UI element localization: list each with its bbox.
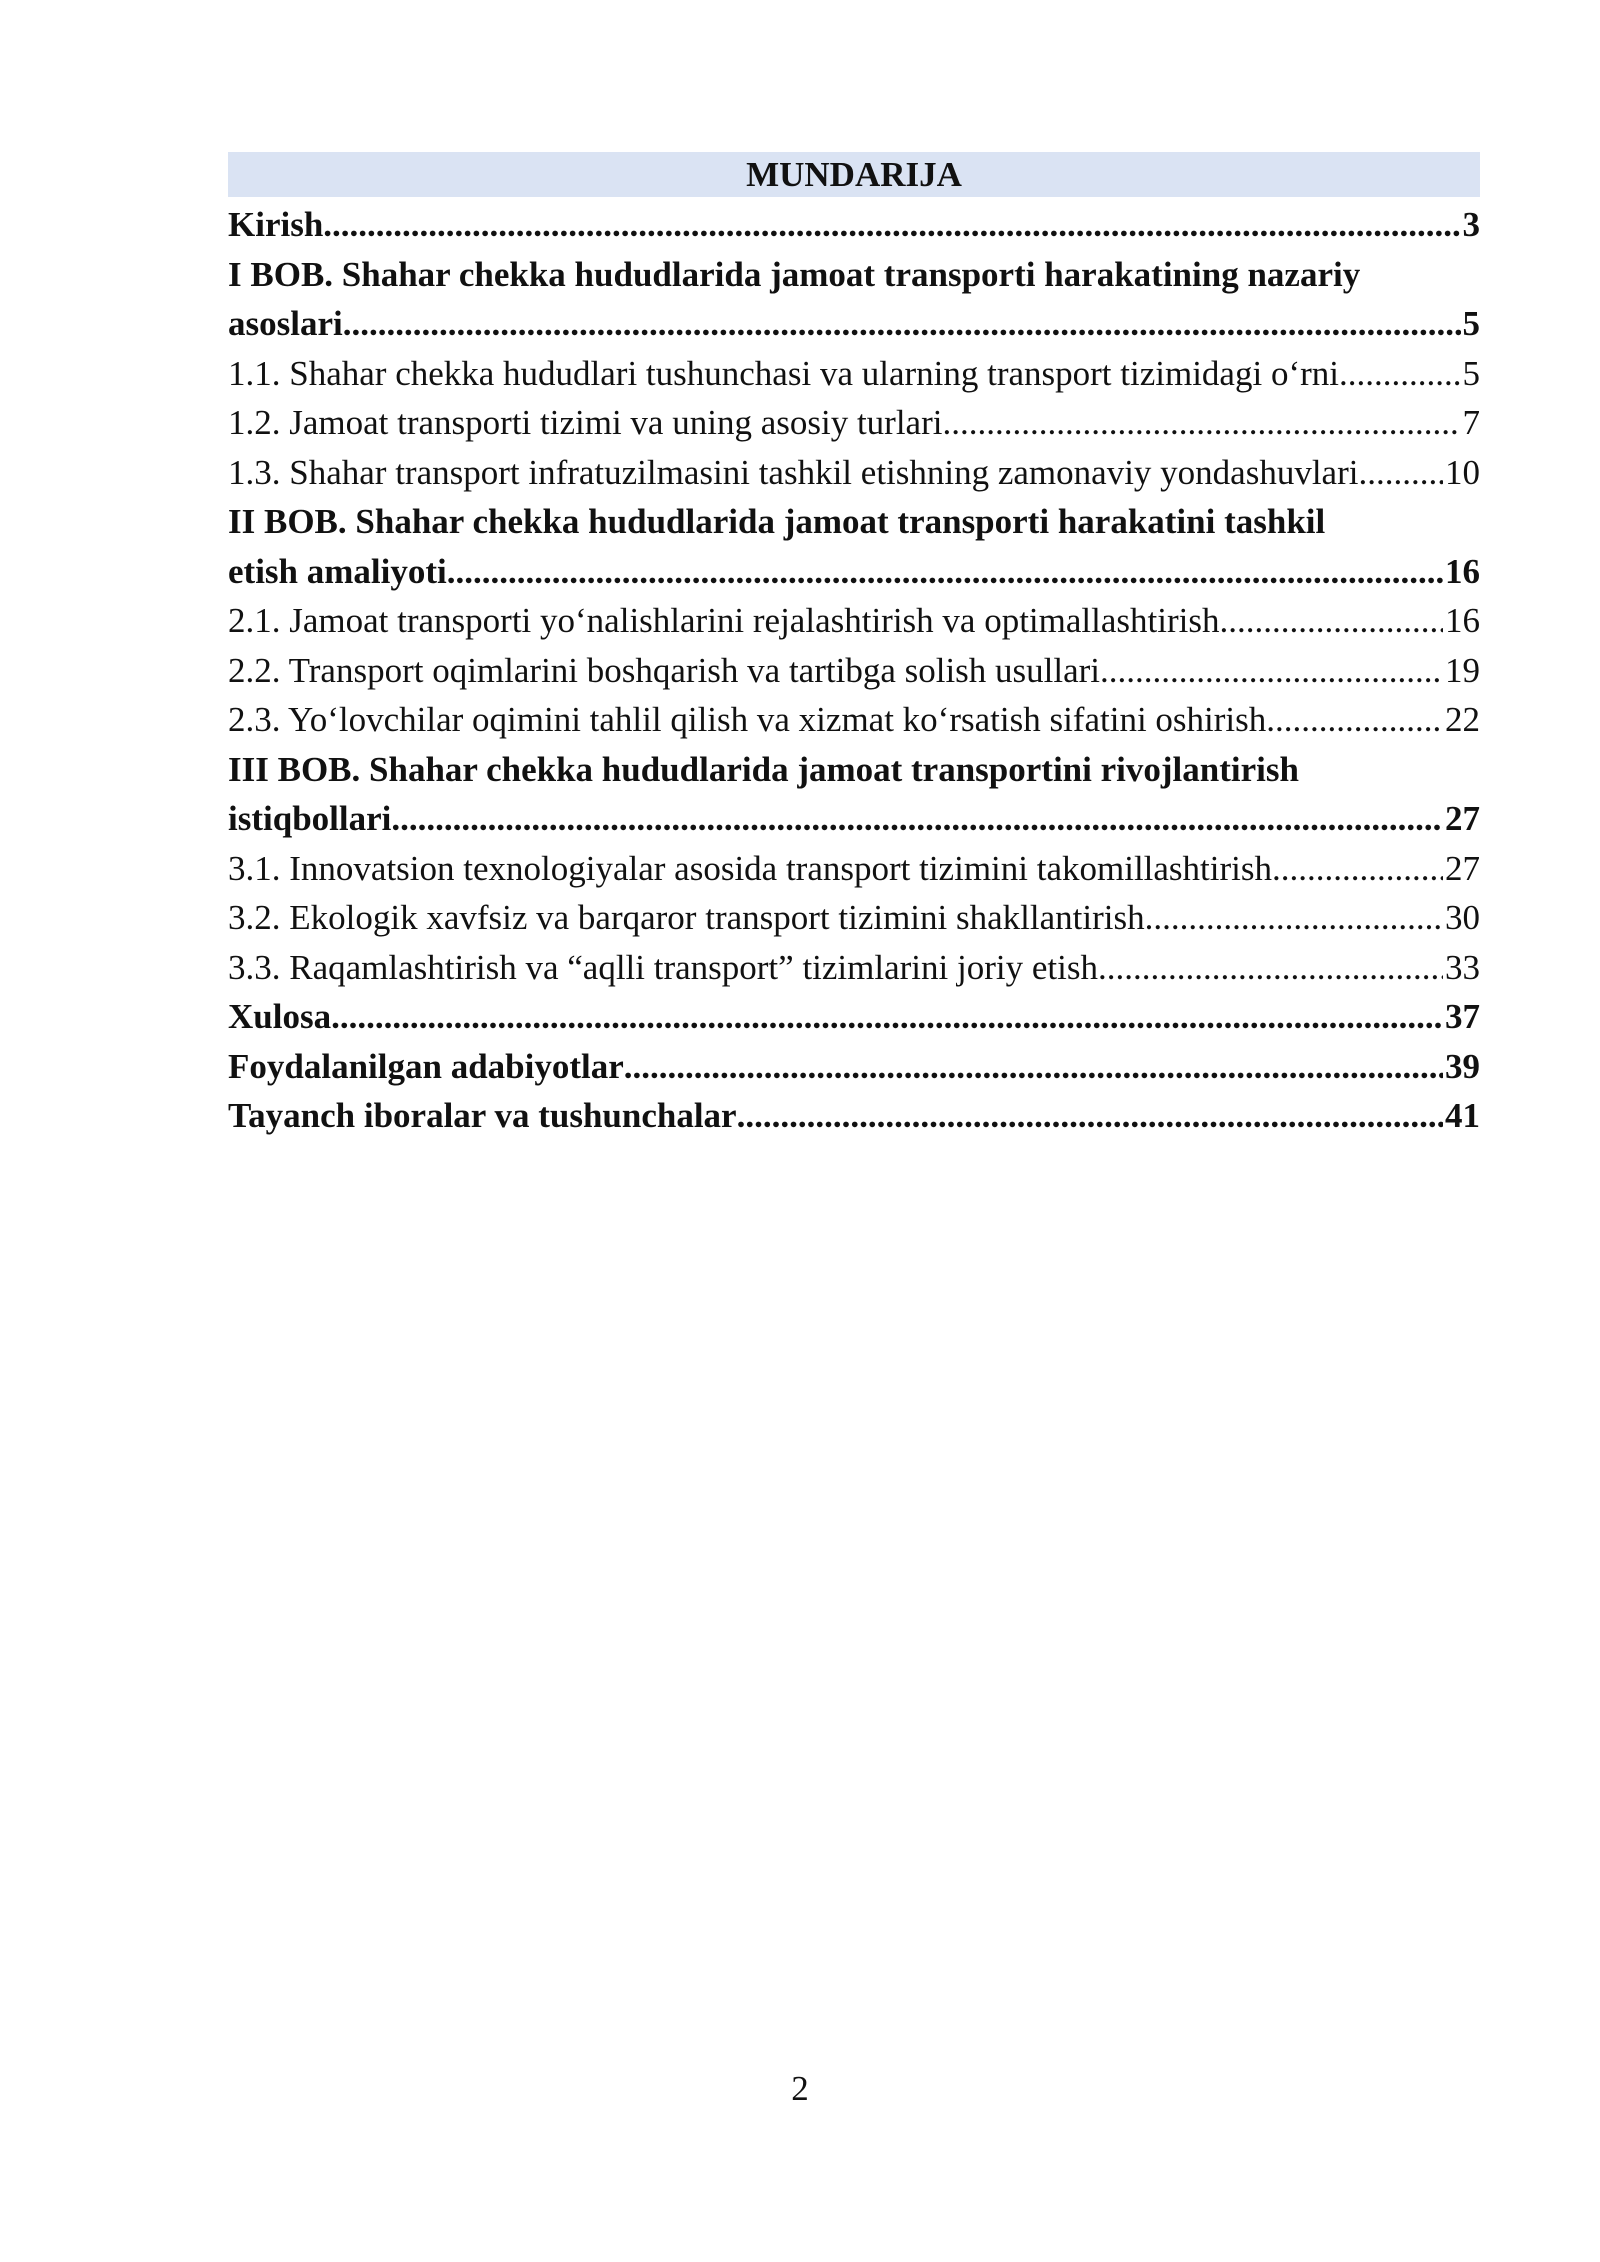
toc-entry-text: Tayanch iboralar va tushunchalar xyxy=(228,1096,737,1135)
toc-entry-text: Foydalanilgan adabiyotlar xyxy=(228,1046,624,1086)
toc-leader-dots xyxy=(624,1042,1443,1092)
toc-entry-chapter-2[interactable] xyxy=(228,497,1480,596)
toc-leader-dots xyxy=(1098,943,1443,993)
toc-leader-dots xyxy=(737,1091,1443,1141)
toc-leader-dots xyxy=(331,992,1443,1042)
toc-entry-section-3-3[interactable] xyxy=(228,943,1480,993)
toc-entry-text: 1.2. Jamoat transporti tizimi va uning asosiy turlari xyxy=(228,403,943,442)
toc-entry-text: 3.3. Raqamlashtirish va “aqlli transport” tizimlarini joriy etish xyxy=(228,947,1098,987)
toc-entry-text: etish amaliyoti xyxy=(228,551,447,591)
toc-page-number: 7 xyxy=(1462,403,1480,442)
toc-entry-text: 2.2. Transport oqimlarini boshqarish va tartibga solish usullari xyxy=(228,650,1101,690)
toc-leader-dots xyxy=(1266,695,1443,745)
toc-leader-dots xyxy=(323,200,1460,250)
toc-leader-dots xyxy=(343,299,1461,349)
toc-leader-dots xyxy=(942,398,1460,448)
toc-page-number: 39 xyxy=(1445,1046,1480,1086)
toc-entry-section-2-2[interactable] xyxy=(228,646,1480,696)
toc-leader-dots xyxy=(1339,349,1461,399)
toc-entry-text: 2.1. Jamoat transporti yo‘nalishlarini rejalashtirish va optimallashtirish xyxy=(228,601,1220,640)
toc-page-number: 27 xyxy=(1445,848,1480,888)
toc-entry-text: 3.1. Innovatsion texnologiyalar asosida transport tizimini takomillashtirish xyxy=(228,848,1273,888)
toc-entry-glossary[interactable] xyxy=(228,1091,1480,1141)
toc-page-number: 41 xyxy=(1445,1096,1480,1135)
toc-page-number: 37 xyxy=(1445,997,1480,1036)
toc-entry-section-1-1[interactable] xyxy=(228,349,1480,399)
toc-entry-text: istiqbollari xyxy=(228,799,392,838)
toc-leader-dots xyxy=(1100,646,1443,696)
toc-entry-section-2-3[interactable] xyxy=(228,695,1480,745)
toc-entry-references[interactable] xyxy=(228,1042,1480,1092)
toc-leader-dots xyxy=(447,547,1443,597)
toc-leader-dots xyxy=(1219,596,1443,646)
toc-entry-heading-line: III BOB. Shahar chekka hududlarida jamoat transportini rivojlantirish xyxy=(228,749,1299,789)
toc-page-number: 16 xyxy=(1445,601,1480,640)
toc-entry-section-3-2[interactable] xyxy=(228,893,1480,943)
toc-page-number: 30 xyxy=(1445,898,1480,937)
toc-entry-text: 1.3. Shahar transport infratuzilmasini tashkil etishning zamonaviy yondashuvlari xyxy=(228,452,1359,492)
toc-entry-text: asoslari xyxy=(228,304,343,343)
toc-page-number: 27 xyxy=(1445,799,1480,838)
toc-page-number: 19 xyxy=(1445,650,1480,690)
toc-entry-chapter-1[interactable] xyxy=(228,250,1480,349)
toc-entry-heading-line: I BOB. Shahar chekka hududlarida jamoat transporti harakatining nazariy xyxy=(228,254,1361,294)
toc-entry-xulosa[interactable] xyxy=(228,992,1480,1042)
toc-leader-dots xyxy=(1358,448,1443,498)
toc-page-number: 16 xyxy=(1445,551,1480,591)
toc-entry-section-1-2[interactable] xyxy=(228,398,1480,448)
toc-entry-kirish[interactable] xyxy=(228,200,1480,250)
toc-page-number: 22 xyxy=(1445,700,1480,739)
toc-entry-text: Kirish xyxy=(228,205,324,244)
toc-page-number: 5 xyxy=(1462,353,1480,393)
toc-entry-heading-line: II BOB. Shahar chekka hududlarida jamoat transporti harakatini tashkil xyxy=(228,502,1326,541)
toc-entry-text: Xulosa xyxy=(228,997,332,1036)
toc-entry-text: 2.3. Yo‘lovchilar oqimini tahlil qilish va xizmat ko‘rsatish sifatini oshirish xyxy=(228,700,1267,739)
toc-leader-dots xyxy=(1145,893,1443,943)
toc-page-number: 33 xyxy=(1445,947,1480,987)
toc-entry-text: 1.1. Shahar chekka hududlari tushunchasi va ularning transport tizimidagi o‘rni xyxy=(228,353,1339,393)
toc-entry-section-2-1[interactable] xyxy=(228,596,1480,646)
toc-entry-text: 3.2. Ekologik xavfsiz va barqaror transport tizimini shakllantirish xyxy=(228,898,1145,937)
toc-leader-dots xyxy=(391,794,1443,844)
toc-page-number: 5 xyxy=(1462,304,1480,343)
toc-entry-chapter-3[interactable] xyxy=(228,745,1480,844)
toc-entry-section-3-1[interactable] xyxy=(228,844,1480,894)
toc-page-number: 10 xyxy=(1445,452,1480,492)
toc-entry-section-1-3[interactable] xyxy=(228,448,1480,498)
table-of-contents xyxy=(228,152,1480,1141)
toc-title: MUNDARIJA xyxy=(228,152,1480,197)
page-number: 2 xyxy=(791,2069,809,2108)
toc-leader-dots xyxy=(1272,844,1443,894)
toc-page-number: 3 xyxy=(1462,205,1480,244)
